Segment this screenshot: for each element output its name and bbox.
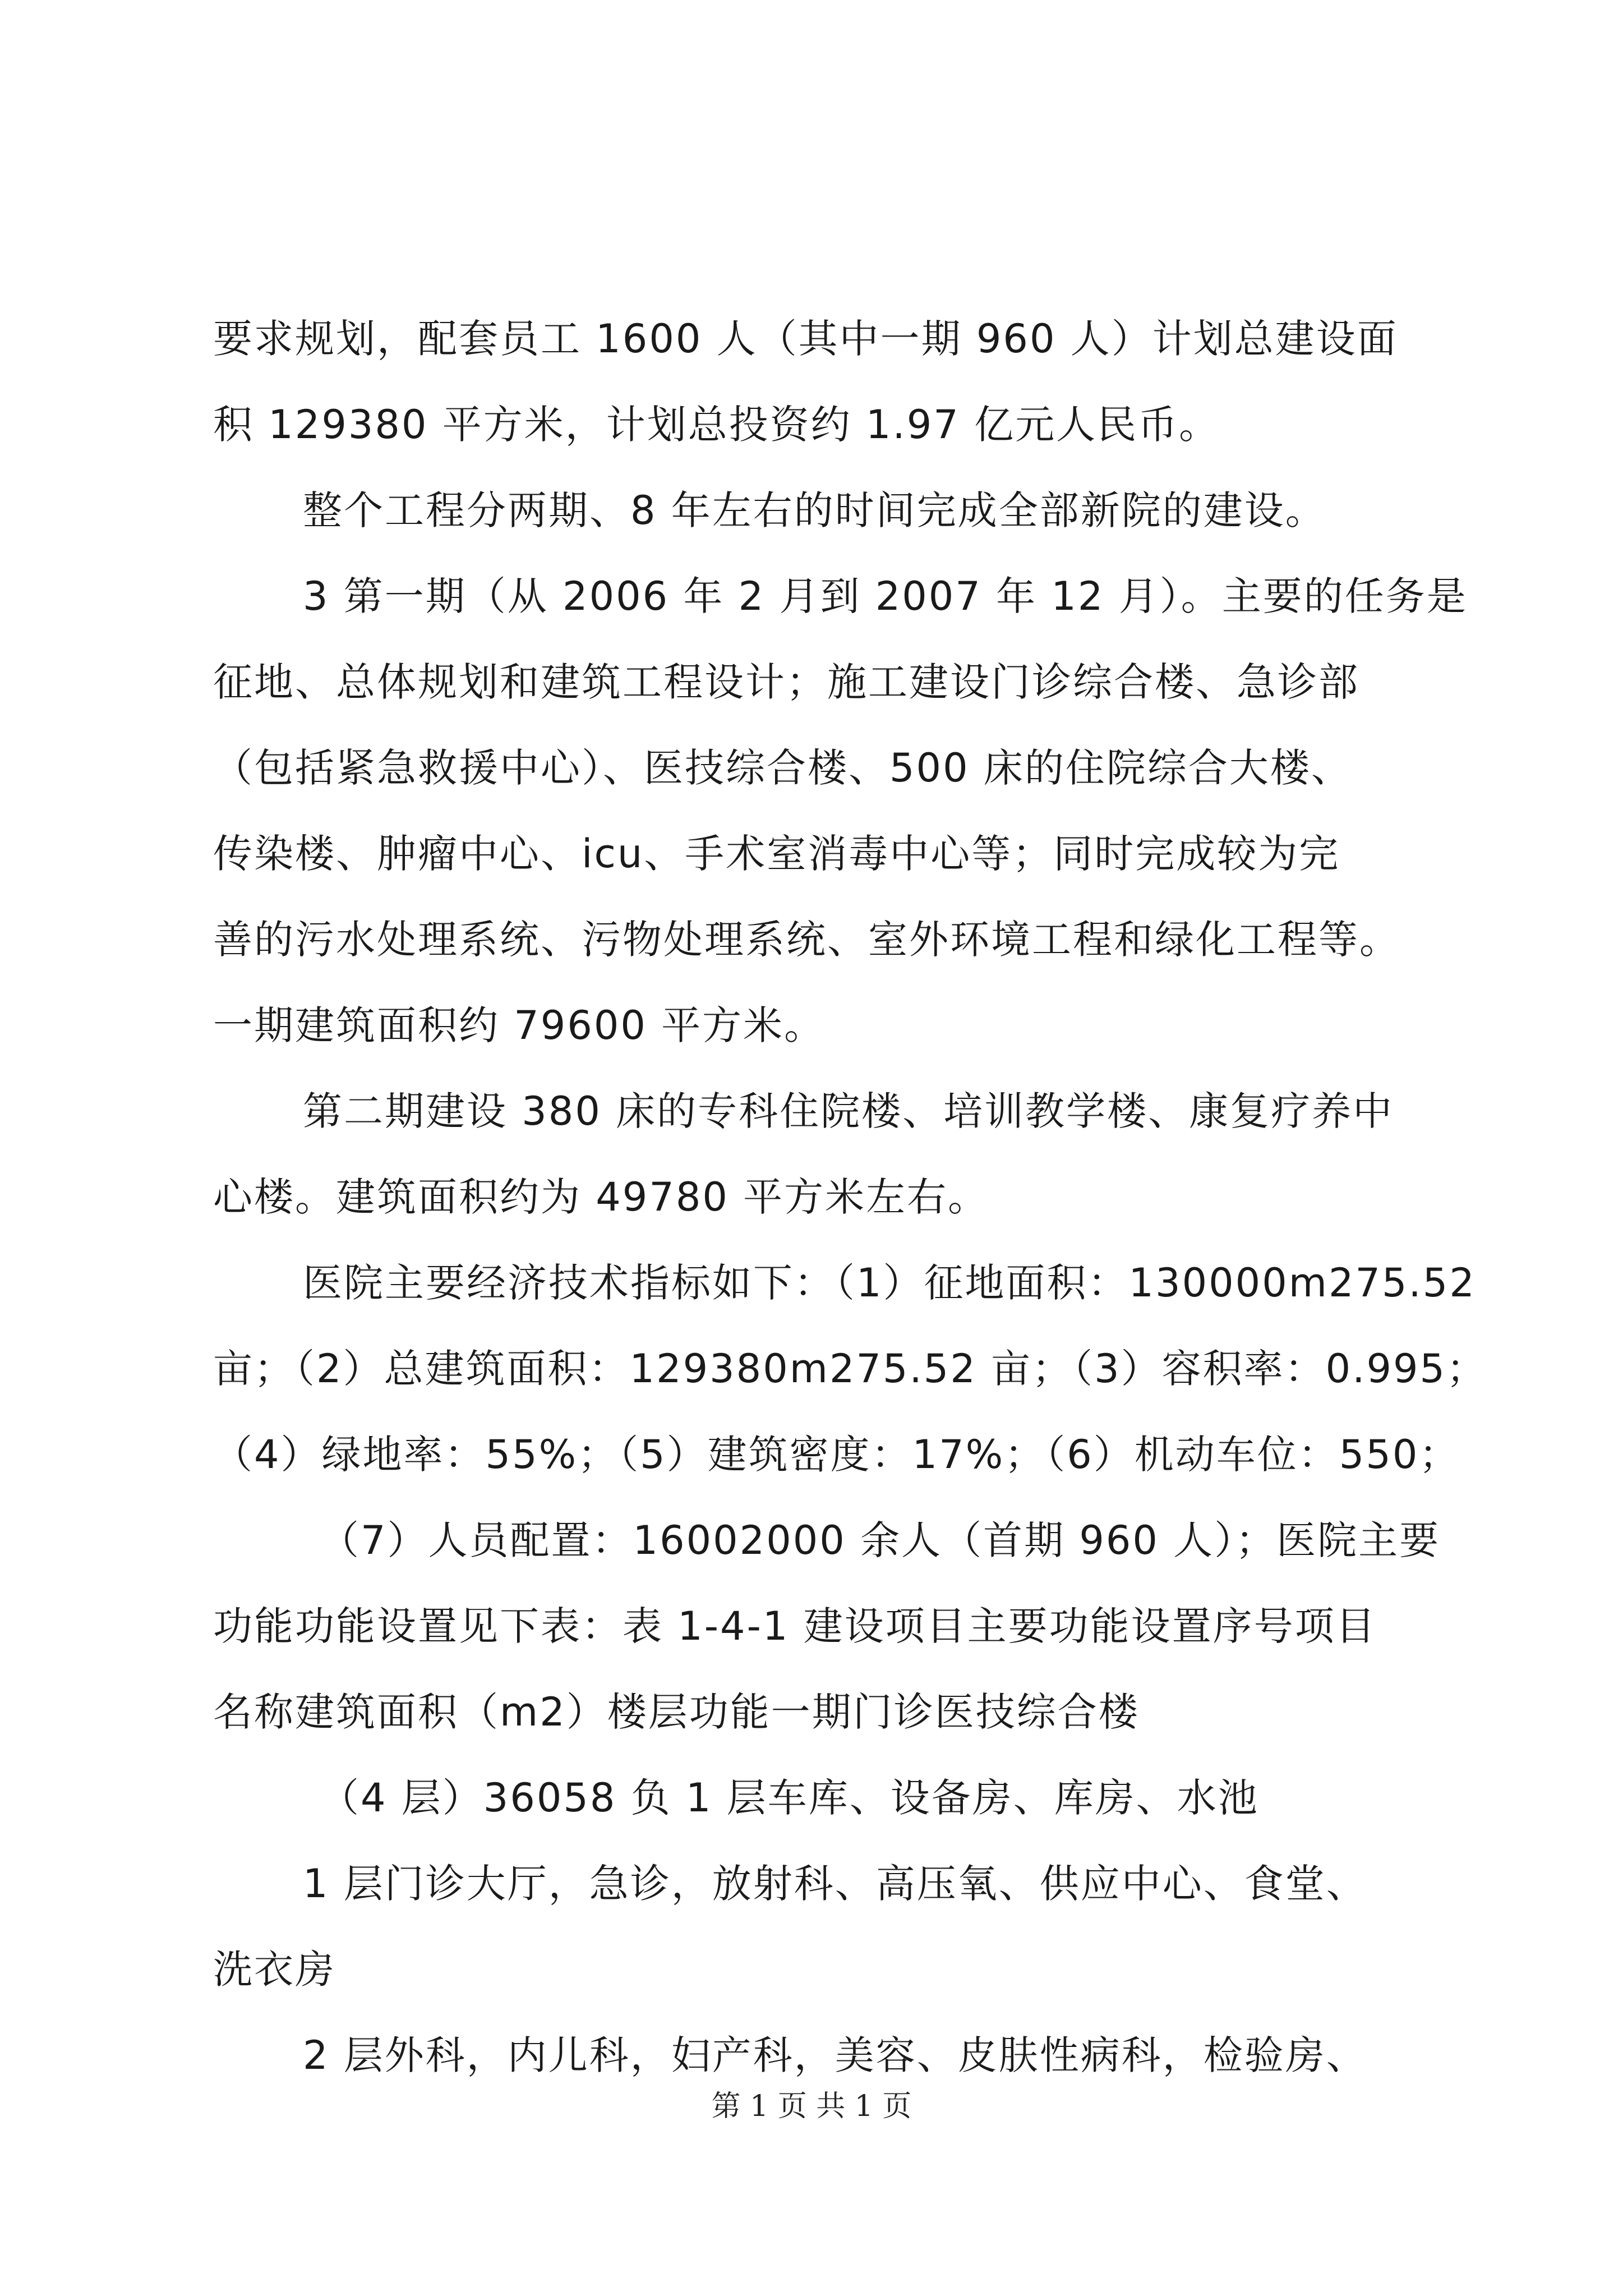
paragraph-line: 医院主要经济技术指标如下：（1）征地面积：130000m275.52 — [303, 1260, 1476, 1306]
page-number-label: 第 1 页 共 1 页 — [711, 2090, 912, 2123]
paragraph-line: 功能功能设置见下表：表 1-4-1 建设项目主要功能设置序号项目 — [213, 1603, 1377, 1649]
document-body — [213, 296, 1488, 2099]
paragraph-line: 整个工程分两期、8 年左右的时间完成全部新院的建设。 — [303, 487, 1326, 533]
paragraph-line: 2 层外科，内儿科，妇产科，美容、皮肤性病科，检验房、 — [303, 2032, 1367, 2078]
paragraph-line: 一期建筑面积约 79600 平方米。 — [213, 1002, 826, 1048]
paragraph-line: 洗衣房 — [213, 1947, 336, 1993]
paragraph-line: 3 第一期（从 2006 年 2 月到 2007 年 12 月）。主要的任务是 — [303, 573, 1468, 619]
paragraph-line: 亩；（2）总建筑面积：129380m275.52 亩；（3）容积率：0.995； — [213, 1346, 1488, 1392]
paragraph-line: （包括紧急救援中心）、医技综合楼、500 床的住院综合大楼、 — [213, 745, 1352, 791]
paragraph-line: 善的污水处理系统、污物处理系统、室外环境工程和绿化工程等。 — [213, 917, 1400, 963]
page-footer — [0, 2084, 1623, 2129]
paragraph-line: 要求规划，配套员工 1600 人（其中一期 960 人）计划总建设面 — [213, 316, 1398, 362]
paragraph-line: 1 层门诊大厅，急诊，放射科、高压氧、供应中心、食堂、 — [303, 1861, 1367, 1907]
paragraph-line: 第二期建设 380 床的专科住院楼、培训教学楼、康复疗养中 — [303, 1088, 1394, 1134]
paragraph-line: 征地、总体规划和建筑工程设计；施工建设门诊综合楼、急诊部 — [213, 659, 1359, 705]
paragraph-line: 积 129380 平方米，计划总投资约 1.97 亿元人民币。 — [213, 402, 1220, 448]
paragraph-line: 传染楼、肿瘤中心、icu、手术室消毒中心等；同时完成较为完 — [213, 831, 1340, 877]
paragraph-line: （7）人员配置：16002000 余人（首期 960 人）；医院主要 — [320, 1517, 1441, 1563]
paragraph-line: （4）绿地率：55%；（5）建筑密度：17%；（6）机动车位：550； — [213, 1432, 1460, 1478]
paragraph-line: 名称建筑面积（m2）楼层功能一期门诊医技综合楼 — [213, 1689, 1140, 1735]
paragraph-line: （4 层）36058 负 1 层车库、设备房、库房、水池 — [320, 1775, 1259, 1821]
paragraph-line: 心楼。建筑面积约为 49780 平方米左右。 — [213, 1174, 989, 1220]
